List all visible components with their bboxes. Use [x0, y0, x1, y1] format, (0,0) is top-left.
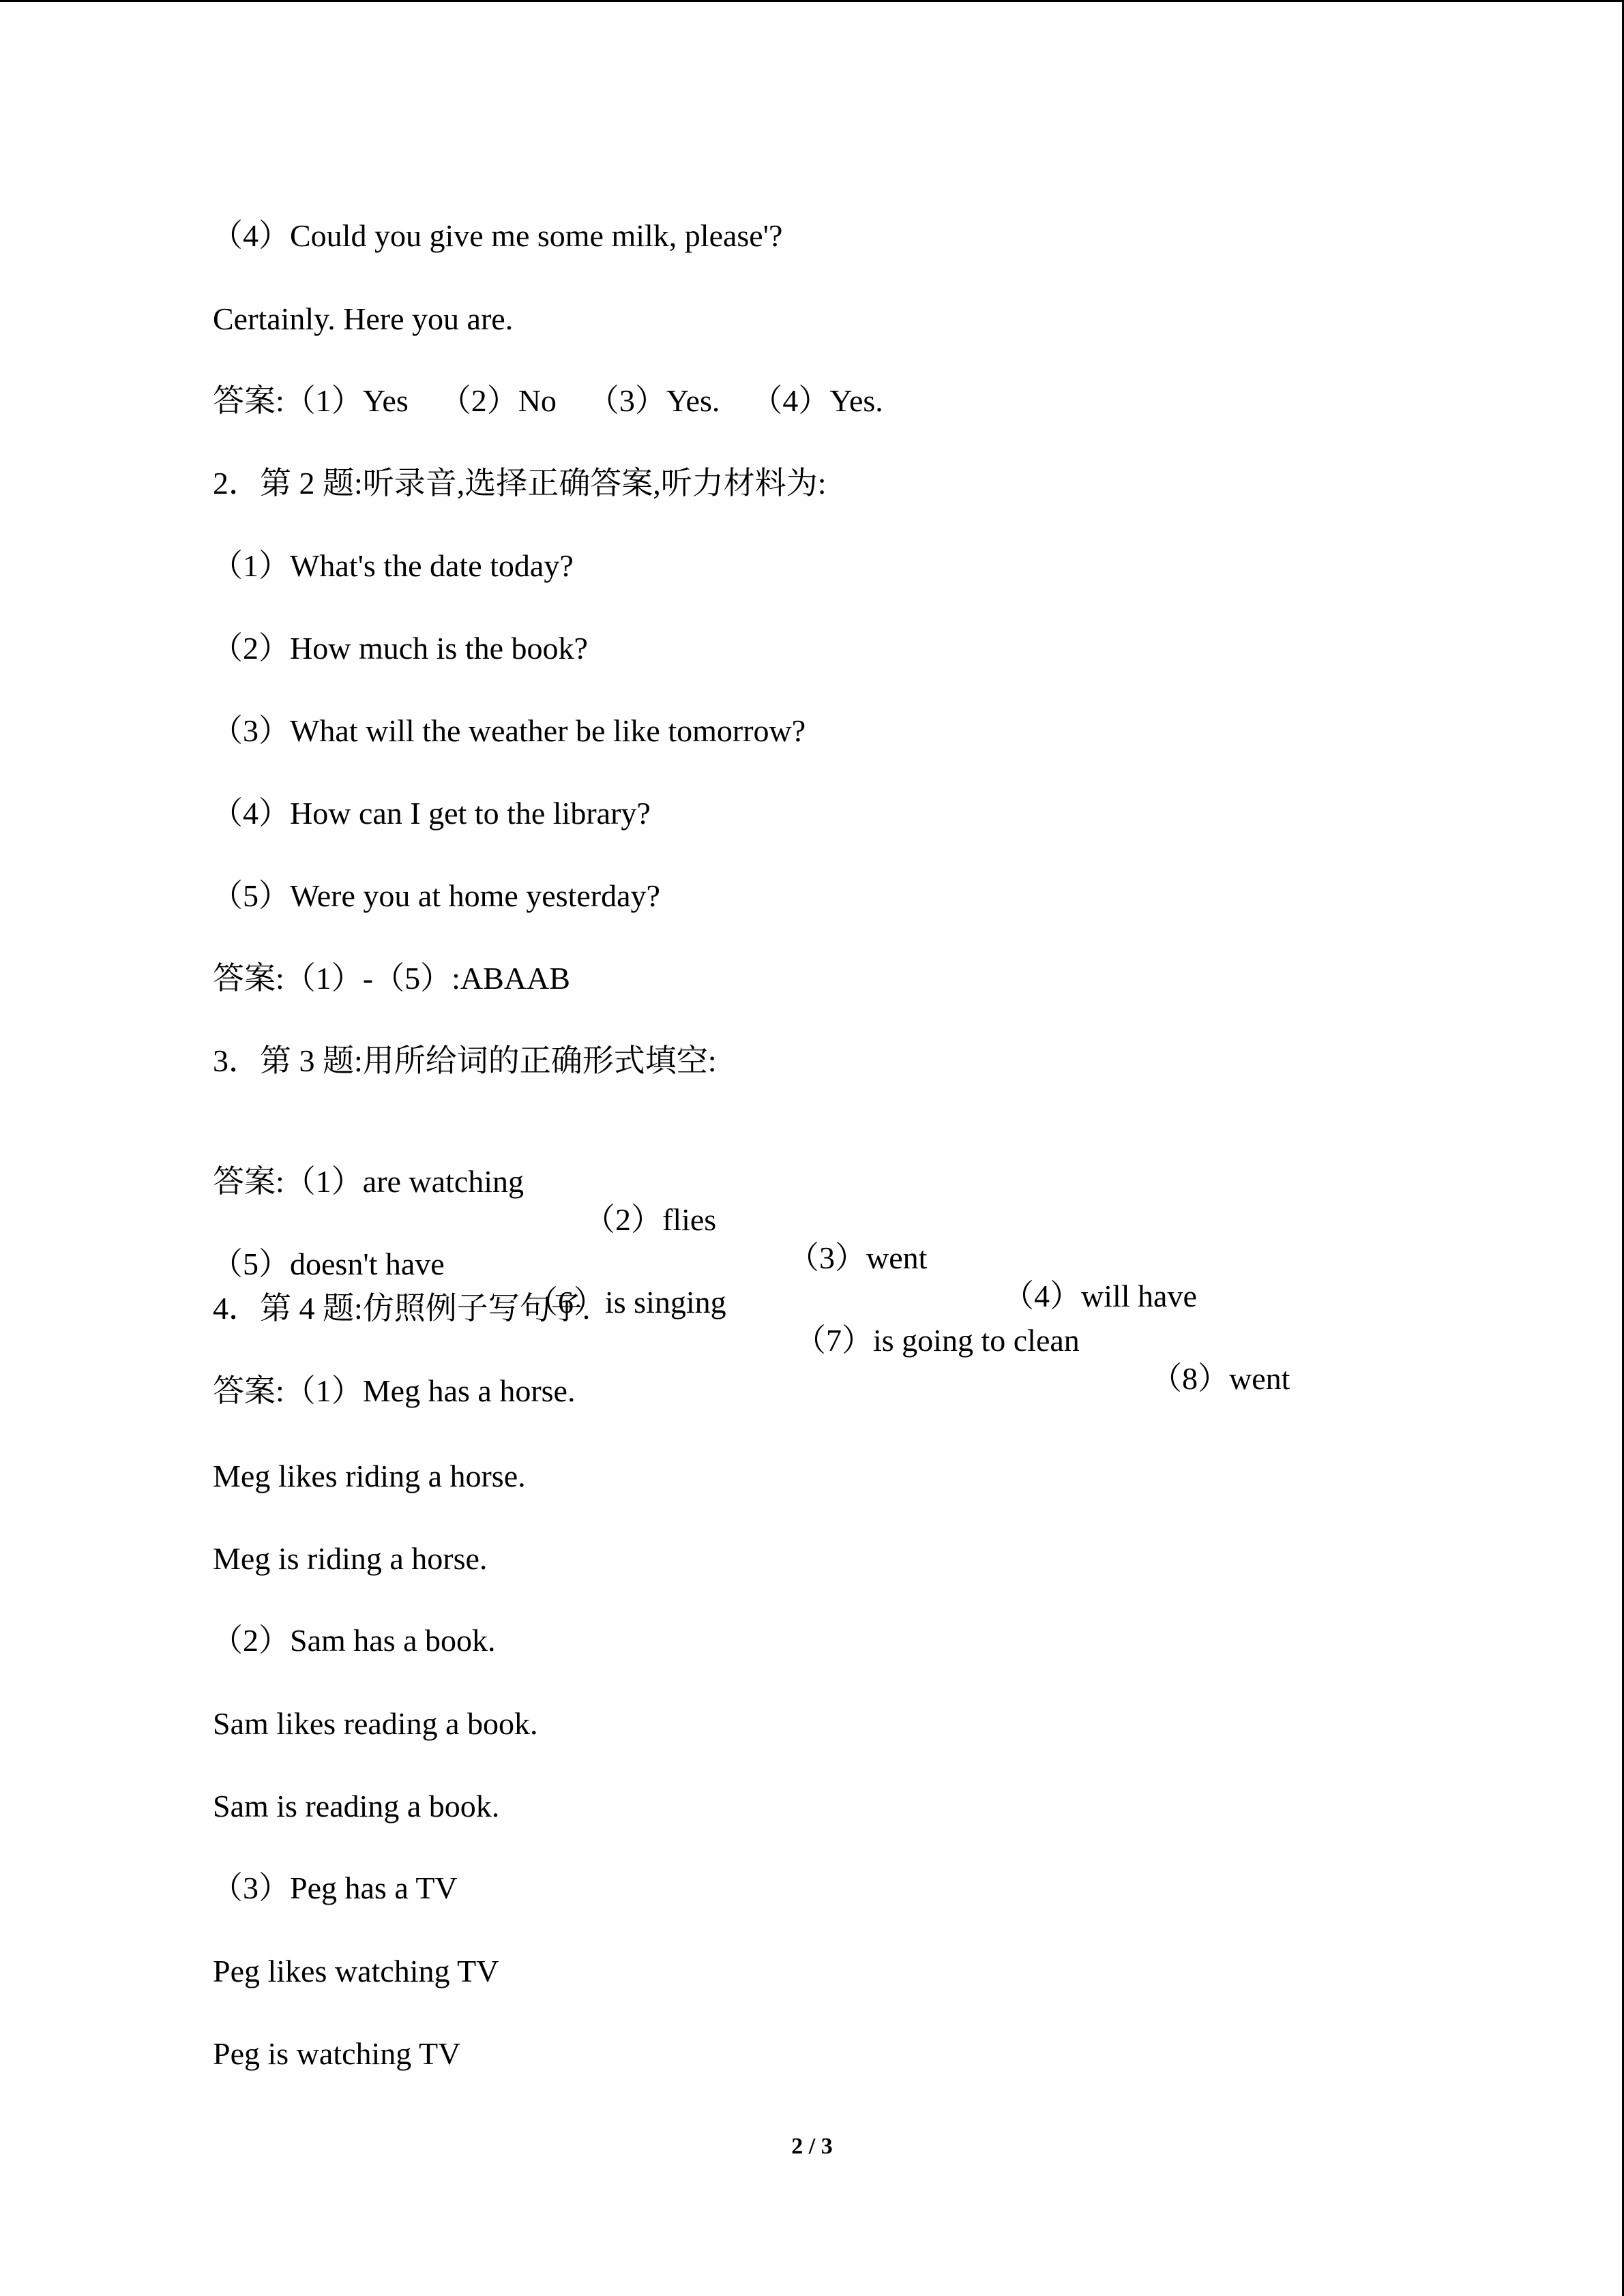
q4-answer-1-line-1: 答案:（1）Meg has a horse. [213, 1373, 576, 1408]
answer-line-q1: 答案:（1）Yes （2）No （3）Yes. （4）Yes. [213, 383, 883, 418]
q3-answer-3: （3）went [788, 1240, 928, 1275]
q2-item-1: （1）What's the date today? [211, 548, 574, 583]
q4-answer-3-line-2: Peg likes watching TV [213, 1954, 499, 1988]
q3-answer-5: （5）doesn't have [211, 1247, 445, 1281]
page-number: 2 / 3 [791, 2134, 833, 2159]
listening-answer-4: Certainly. Here you are. [213, 301, 514, 336]
question-3-heading: 3．第 3 题:用所给词的正确形式填空: [213, 1043, 717, 1078]
q2-item-5: （5）Were you at home yesterday? [211, 878, 660, 913]
q4-answer-2-line-1: （2）Sam has a book. [211, 1623, 496, 1658]
q4-answer-2-line-3: Sam is reading a book. [213, 1789, 500, 1823]
answer-line-q2: 答案:（1）-（5）:ABAAB [213, 961, 570, 996]
q3-answer-4: （4）will have [1003, 1279, 1197, 1313]
q3-answer-7: （7）is going to clean [795, 1323, 1080, 1358]
q3-answer-6: （6）is singing [527, 1285, 726, 1320]
q2-item-2: （2）How much is the book? [211, 631, 588, 666]
question-2-heading: 2．第 2 题:听录音,选择正确答案,听力材料为: [213, 466, 827, 501]
q4-answer-3-line-3: Peg is watching TV [213, 2036, 461, 2071]
page-top-border [0, 0, 1624, 2]
q3-answer-2: （2）flies [584, 1202, 717, 1237]
q4-answer-3-line-1: （3）Peg has a TV [211, 1870, 458, 1905]
q3-answer-1: 答案:（1）are watching [213, 1164, 525, 1199]
q4-answer-1-line-2: Meg likes riding a horse. [213, 1459, 526, 1493]
q4-answer-2-line-2: Sam likes reading a book. [213, 1706, 538, 1741]
listening-item-4: （4）Could you give me some milk, please'? [211, 218, 783, 253]
q4-answer-1-line-3: Meg is riding a horse. [213, 1541, 488, 1576]
q3-answer-8: （8）went [1151, 1361, 1290, 1396]
question-4-heading: 4．第 4 题:仿照例子写句子. [213, 1291, 591, 1326]
q2-item-3: （3）What will the weather be like tomorrow? [211, 713, 806, 748]
q2-item-4: （4）How can I get to the library? [211, 796, 651, 831]
